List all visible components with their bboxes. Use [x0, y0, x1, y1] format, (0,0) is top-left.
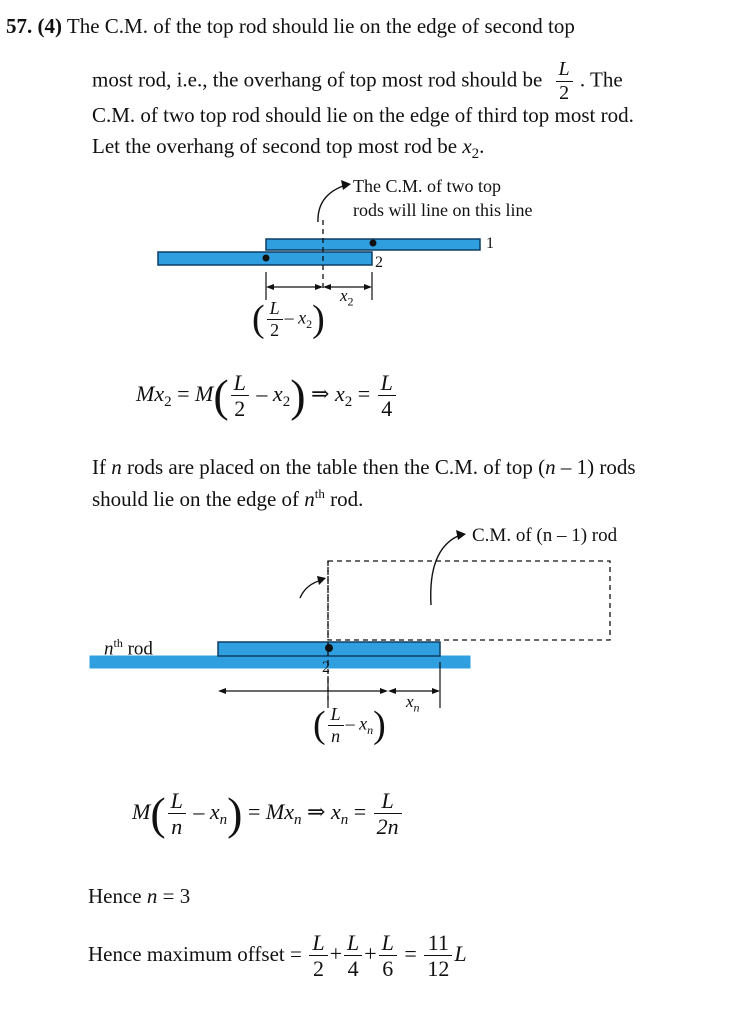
question-number: 57. — [6, 14, 33, 38]
fraction-L-over-2: $\frac{L}{2}$ — [556, 58, 573, 105]
dashed-box-upper-rods — [328, 561, 610, 640]
dim-xn-label: $x_n$ — [406, 692, 420, 715]
figure-1-annotation-1: The C.M. of two top — [353, 176, 501, 196]
hence-offset-line: Hence maximum offset = $\frac{L}{2}$ + $\frac{L}{4}$ + $\frac{L}{6}$ = $\frac{11}{12}$ L — [88, 930, 467, 982]
arrow-head — [317, 576, 326, 585]
fraction: $\frac{L}{n}$ — [328, 704, 344, 746]
dim-left-expression: ( $\frac{L}{2}$ – $x_2$) — [252, 298, 325, 341]
answer-option: (4) — [37, 14, 62, 38]
text-line: most rod, i.e., the overhang of top most rod should be — [92, 67, 543, 92]
dim-left-expression: ( $\frac{L}{n}$ – $x_n$) — [313, 704, 386, 747]
rod-2-label: 2 — [375, 254, 383, 271]
fraction: $\frac{L}{2n}$ — [374, 788, 402, 840]
text-line: The C.M. of the top rod should lie on the edge of second top — [66, 14, 575, 38]
arrow-head — [218, 688, 226, 694]
equation-1: $Mx_2 = M$( $\frac{L}{2}$ – $x_2$) ⇒ $x_2$ = $\frac{L}{4}$ — [136, 370, 398, 422]
fraction: $\frac{L}{2}$ — [267, 298, 283, 340]
arrow-head — [388, 688, 396, 694]
fraction: $\frac{L}{4}$ — [378, 370, 396, 422]
annotation-arrow — [431, 536, 458, 605]
rod-2-label: 2 — [322, 659, 330, 676]
arrow-head — [380, 688, 388, 694]
nth-rod-label: $n^{th}$ rod — [104, 636, 153, 660]
fraction: $\frac{L}{2}$ — [309, 930, 327, 982]
fraction: $\frac{11}{12}$ — [424, 930, 452, 982]
text-line-end: . The — [579, 67, 623, 92]
figure-1-annotation-2: rods will line on this line — [353, 200, 533, 220]
solution-line-4: Let the overhang of second top most rod be $x_2$. — [92, 134, 485, 163]
figure-2-annotation: C.M. of (n – 1) rod — [472, 525, 618, 546]
solution-line-3: C.M. of two top rod should lie on the edge of third top most rod. — [92, 103, 634, 127]
fraction: $\frac{L}{4}$ — [344, 930, 362, 982]
rod-1-label: 1 — [486, 235, 494, 252]
fraction: $\frac{L}{6}$ — [379, 930, 397, 982]
dim-x2-label: $x_2$ — [340, 286, 354, 309]
fraction: $\frac{L}{2}$ — [231, 370, 249, 422]
equation-2: M( $\frac{L}{n}$ – $x_n) = Mx_n$ ⇒ $x_n$ = $\frac{L}{2n}$ — [132, 788, 404, 840]
para-2-line-1: If n rods are placed on the table then the C.M. of top (n – 1) rods — [92, 455, 636, 479]
arrow-head — [432, 688, 440, 694]
hence-n-line: Hence n = 3 — [88, 884, 191, 908]
fraction: $\frac{L}{n}$ — [168, 788, 186, 840]
arrow-head — [456, 530, 466, 540]
cm-dot — [325, 644, 333, 652]
para-2-line-2: should lie on the edge of $n^{th}$ rod. — [92, 486, 364, 511]
